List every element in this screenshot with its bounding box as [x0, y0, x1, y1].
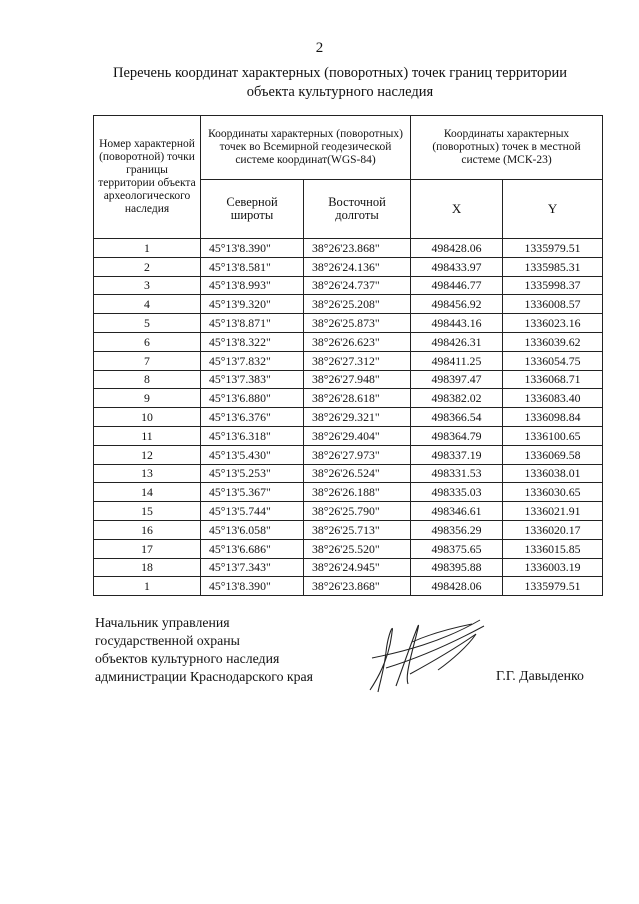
latitude-cell: 45°13'7.832": [201, 351, 304, 370]
x-coordinate-cell: 498426.31: [411, 332, 503, 351]
y-coordinate-cell: 1335979.51: [503, 577, 603, 596]
y-coordinate-cell: 1336054.75: [503, 351, 603, 370]
longitude-cell: 38°26'24.136": [304, 257, 411, 276]
point-number-cell: 1: [94, 577, 201, 596]
longitude-cell: 38°26'27.973": [304, 445, 411, 464]
longitude-cell: 38°26'23.868": [304, 577, 411, 596]
x-coordinate-cell: 498411.25: [411, 351, 503, 370]
table-row: [94, 276, 603, 295]
signer-position-line-2: государственной охраны: [95, 633, 240, 648]
longitude-cell: 38°26'25.873": [304, 314, 411, 333]
latitude-cell: 45°13'6.318": [201, 426, 304, 445]
title-line-2: объекта культурного наследия: [246, 84, 434, 100]
x-coordinate-cell: 498443.16: [411, 314, 503, 333]
latitude-cell: 45°13'8.390": [201, 577, 304, 596]
signer-name: Г.Г. Давыденко: [496, 668, 584, 683]
table-row: [94, 577, 603, 596]
header-msk-group: Координаты характерных (поворотных) точек в местной системе (МСК-23): [411, 116, 603, 180]
table-row: [94, 257, 603, 276]
y-coordinate-cell: 1336021.91: [503, 502, 603, 521]
title-line-1: Перечень координат характерных (поворотных) точек границ территории: [112, 65, 568, 81]
table-row: [94, 445, 603, 464]
point-number-cell: 11: [94, 426, 201, 445]
x-coordinate-cell: 498356.29: [411, 520, 503, 539]
longitude-cell: 38°26'27.948": [304, 370, 411, 389]
longitude-cell: 38°26'29.321": [304, 408, 411, 427]
table-row: [94, 426, 603, 445]
longitude-cell: 38°26'26.188": [304, 483, 411, 502]
point-number-cell: 14: [94, 483, 201, 502]
point-number-cell: 10: [94, 408, 201, 427]
table-row: [94, 464, 603, 483]
y-coordinate-cell: 1336039.62: [503, 332, 603, 351]
header-x: X: [411, 179, 503, 238]
latitude-cell: 45°13'6.058": [201, 520, 304, 539]
latitude-cell: 45°13'7.383": [201, 370, 304, 389]
point-number-cell: 4: [94, 295, 201, 314]
table-row: [94, 351, 603, 370]
point-number-cell: 2: [94, 257, 201, 276]
table-row: [94, 295, 603, 314]
y-coordinate-cell: 1336030.65: [503, 483, 603, 502]
signer-position-line-4: администрации Краснодарского края: [95, 669, 314, 684]
table-row: [94, 314, 603, 333]
longitude-cell: 38°26'24.945": [304, 558, 411, 577]
x-coordinate-cell: 498382.02: [411, 389, 503, 408]
longitude-cell: 38°26'25.790": [304, 502, 411, 521]
x-coordinate-cell: 498446.77: [411, 276, 503, 295]
table-row: [94, 558, 603, 577]
point-number-cell: 18: [94, 558, 201, 577]
longitude-cell: 38°26'24.737": [304, 276, 411, 295]
latitude-cell: 45°13'6.376": [201, 408, 304, 427]
point-number-cell: 8: [94, 370, 201, 389]
table-row: [94, 539, 603, 558]
latitude-cell: 45°13'9.320": [201, 295, 304, 314]
x-coordinate-cell: 498331.53: [411, 464, 503, 483]
longitude-cell: 38°26'25.713": [304, 520, 411, 539]
longitude-cell: 38°26'26.524": [304, 464, 411, 483]
latitude-cell: 45°13'5.744": [201, 502, 304, 521]
point-number-cell: 13: [94, 464, 201, 483]
y-coordinate-cell: 1336069.58: [503, 445, 603, 464]
point-number-cell: 3: [94, 276, 201, 295]
x-coordinate-cell: 498428.06: [411, 577, 503, 596]
header-latitude: Северной широты: [201, 179, 304, 238]
table-row: [94, 502, 603, 521]
table-row: [94, 370, 603, 389]
latitude-cell: 45°13'8.993": [201, 276, 304, 295]
latitude-cell: 45°13'8.581": [201, 257, 304, 276]
table-row: [94, 332, 603, 351]
coordinates-table-body: [94, 239, 603, 596]
y-coordinate-cell: 1335985.31: [503, 257, 603, 276]
longitude-cell: 38°26'23.868": [304, 239, 411, 258]
longitude-cell: 38°26'25.208": [304, 295, 411, 314]
table-row: [94, 520, 603, 539]
header-wgs-group: Координаты характерных (поворотных) точек во Всемирной геодезической системе координат(WGS-84): [201, 116, 411, 180]
y-coordinate-cell: 1336100.65: [503, 426, 603, 445]
x-coordinate-cell: 498456.92: [411, 295, 503, 314]
header-longitude: Восточной долготы: [304, 179, 411, 238]
table-row: [94, 408, 603, 427]
x-coordinate-cell: 498335.03: [411, 483, 503, 502]
latitude-cell: 45°13'5.430": [201, 445, 304, 464]
latitude-cell: 45°13'8.322": [201, 332, 304, 351]
handwritten-signature: [352, 612, 492, 702]
longitude-cell: 38°26'26.623": [304, 332, 411, 351]
point-number-cell: 15: [94, 502, 201, 521]
x-coordinate-cell: 498395.88: [411, 558, 503, 577]
signer-position-line-3: объектов культурного наследия: [95, 651, 280, 666]
point-number-cell: 9: [94, 389, 201, 408]
y-coordinate-cell: 1336008.57: [503, 295, 603, 314]
y-coordinate-cell: 1336020.17: [503, 520, 603, 539]
latitude-cell: 45°13'6.880": [201, 389, 304, 408]
x-coordinate-cell: 498366.54: [411, 408, 503, 427]
x-coordinate-cell: 498346.61: [411, 502, 503, 521]
y-coordinate-cell: 1336098.84: [503, 408, 603, 427]
latitude-cell: 45°13'6.686": [201, 539, 304, 558]
latitude-cell: 45°13'7.343": [201, 558, 304, 577]
x-coordinate-cell: 498433.97: [411, 257, 503, 276]
table-row: [94, 483, 603, 502]
point-number-cell: 17: [94, 539, 201, 558]
table-row: [94, 239, 603, 258]
y-coordinate-cell: 1335979.51: [503, 239, 603, 258]
y-coordinate-cell: 1336003.19: [503, 558, 603, 577]
signature-block: [95, 614, 313, 686]
x-coordinate-cell: 498397.47: [411, 370, 503, 389]
document-title: [70, 64, 610, 102]
y-coordinate-cell: 1336068.71: [503, 370, 603, 389]
x-coordinate-cell: 498375.65: [411, 539, 503, 558]
longitude-cell: 38°26'27.312": [304, 351, 411, 370]
longitude-cell: 38°26'29.404": [304, 426, 411, 445]
point-number-cell: 7: [94, 351, 201, 370]
x-coordinate-cell: 498337.19: [411, 445, 503, 464]
signer-position-line-1: Начальник управления: [95, 615, 230, 630]
longitude-cell: 38°26'25.520": [304, 539, 411, 558]
y-coordinate-cell: 1335998.37: [503, 276, 603, 295]
point-number-cell: 1: [94, 239, 201, 258]
y-coordinate-cell: 1336038.01: [503, 464, 603, 483]
y-coordinate-cell: 1336083.40: [503, 389, 603, 408]
y-coordinate-cell: 1336015.85: [503, 539, 603, 558]
latitude-cell: 45°13'8.871": [201, 314, 304, 333]
latitude-cell: 45°13'5.253": [201, 464, 304, 483]
point-number-cell: 5: [94, 314, 201, 333]
page-number: 2: [315, 40, 324, 56]
longitude-cell: 38°26'28.618": [304, 389, 411, 408]
x-coordinate-cell: 498364.79: [411, 426, 503, 445]
point-number-cell: 6: [94, 332, 201, 351]
latitude-cell: 45°13'5.367": [201, 483, 304, 502]
point-number-cell: 12: [94, 445, 201, 464]
latitude-cell: 45°13'8.390": [201, 239, 304, 258]
coordinates-table: [93, 115, 603, 596]
header-point-number: Номер характерной (поворотной) точки границы территории объекта археологического наследия: [94, 116, 201, 239]
y-coordinate-cell: 1336023.16: [503, 314, 603, 333]
table-row: [94, 389, 603, 408]
x-coordinate-cell: 498428.06: [411, 239, 503, 258]
point-number-cell: 16: [94, 520, 201, 539]
header-y: Y: [503, 179, 603, 238]
